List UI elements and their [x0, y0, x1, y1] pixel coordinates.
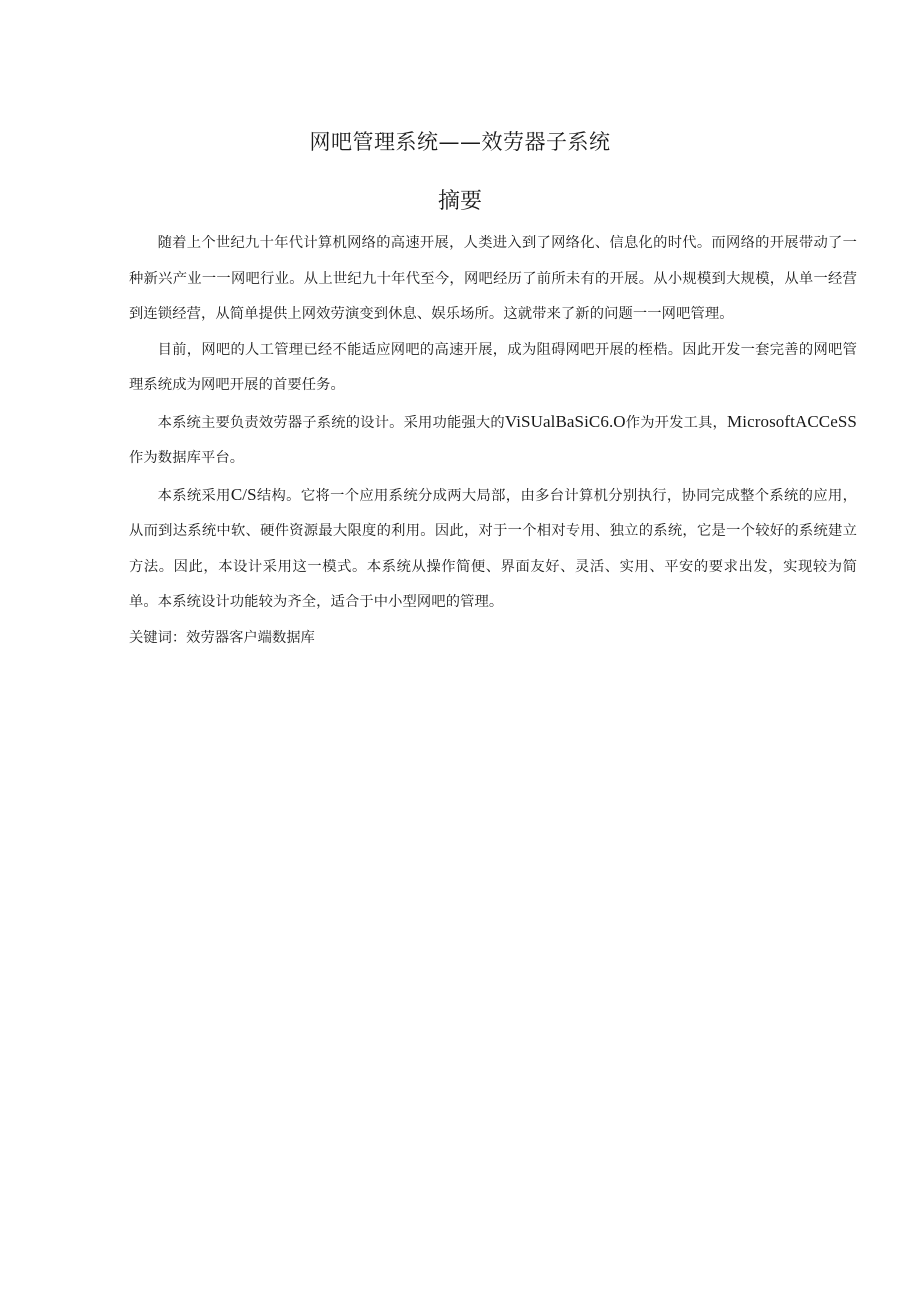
p4-text-after: 结构。它将一个应用系统分成两大局部，由多台计算机分别执行，协同完成整个系统的应用，从而到达系统中软、硬件资源最大限度的利用。因此，对于一个相对专用、独立的系统，它是一个较好的系统建立方法。因此，本设计采用这一模式。本系统从操作简便、界面友好、灵活、实用、平安的要求出发，实现较为简单。本系统设计功能较为齐全，适合于中小型网吧的管理。 — [129, 487, 857, 610]
abstract-body — [129, 226, 857, 656]
p3-text-after: 作为数据库平台。 — [129, 450, 245, 466]
abstract-heading: 摘要 — [437, 189, 482, 214]
p3-text-before: 本系统主要负责效劳器子系统的设计。采用功能强大的 — [157, 414, 505, 431]
p3-text-middle: 作为开发工具， — [625, 414, 728, 431]
abstract-paragraph-3 — [129, 404, 857, 477]
architecture-name: C/S — [230, 484, 257, 504]
abstract-paragraph-4 — [129, 477, 857, 621]
database-name: MicrosoftACCeSS — [727, 411, 857, 431]
abstract-paragraph-2: 目前，网吧的人工管理已经不能适应网吧的高速开展，成为阻碍网吧开展的桎梏。因此开发一套完善的网吧管理系统成为网吧开展的首要任务。 — [129, 341, 857, 393]
document-title: 网吧管理系统——效劳器子系统 — [309, 130, 611, 154]
p4-text-before: 本系统采用 — [157, 487, 231, 504]
keywords-line: 关键词：效劳器客户端数据库 — [129, 629, 315, 646]
dev-tool-name: ViSUalBaSiC6.O — [504, 411, 626, 431]
abstract-paragraph-1: 随着上个世纪九十年代计算机网络的高速开展，人类进入到了网络化、信息化的时代。而网络的开展带动了一种新兴产业一一网吧行业。从上世纪九十年代至今，网吧经历了前所未有的开展。从小规模到大规模，从单一经营到连锁经营，从简单提供上网效劳演变到休息、娱乐场所。这就带来了新的问题一一网吧管理。 — [129, 235, 857, 322]
